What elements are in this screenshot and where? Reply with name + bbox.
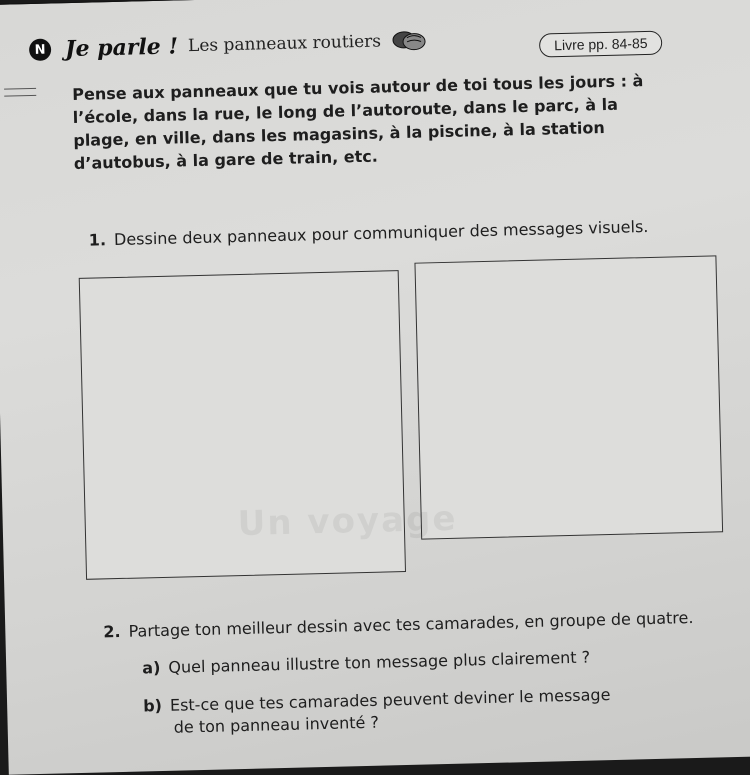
subquestion-text: Quel panneau illustre ton message plus clairement ? [168,647,591,677]
margin-mark [4,88,36,97]
watermark-text: Un voyage [237,498,458,545]
question-text: Dessine deux panneaux pour communiquer des messages visuels. [113,216,649,250]
drawing-box-2[interactable] [414,255,723,539]
subquestion-a [142,648,590,678]
question-text: Partage ton meilleur dessin avec tes camarades, en groupe de quatre. [128,607,694,641]
section-badge: N [29,39,52,62]
subquestion-text-cont: de ton panneau inventé ? [173,712,380,737]
section-header [29,27,428,63]
question-number: 1. [88,230,107,250]
section-subtitle: Les panneaux routiers [187,31,382,57]
subquestion-text: Est-ce que tes camarades peuvent deviner le message [169,685,611,715]
intro-paragraph: Pense aux panneaux que tu vois autour de toi tous les jours : à l’école, dans la rue, le long de l’autoroute, dans le parc, à la plage, en ville, dans les magasins, à la piscine, à la station d’autobus, à la gare de train, etc. [72,71,644,173]
subquestion-b [143,684,611,739]
question-2 [103,608,694,641]
subquestion-letter: a) [142,658,161,678]
question-number: 2. [103,621,121,642]
speech-bubbles-icon [391,29,428,52]
question-1 [89,217,649,250]
section-title: Je parle ! [64,33,179,63]
book-reference-badge: Livre pp. 84-85 [539,31,663,58]
subquestion-letter: b) [142,696,163,716]
